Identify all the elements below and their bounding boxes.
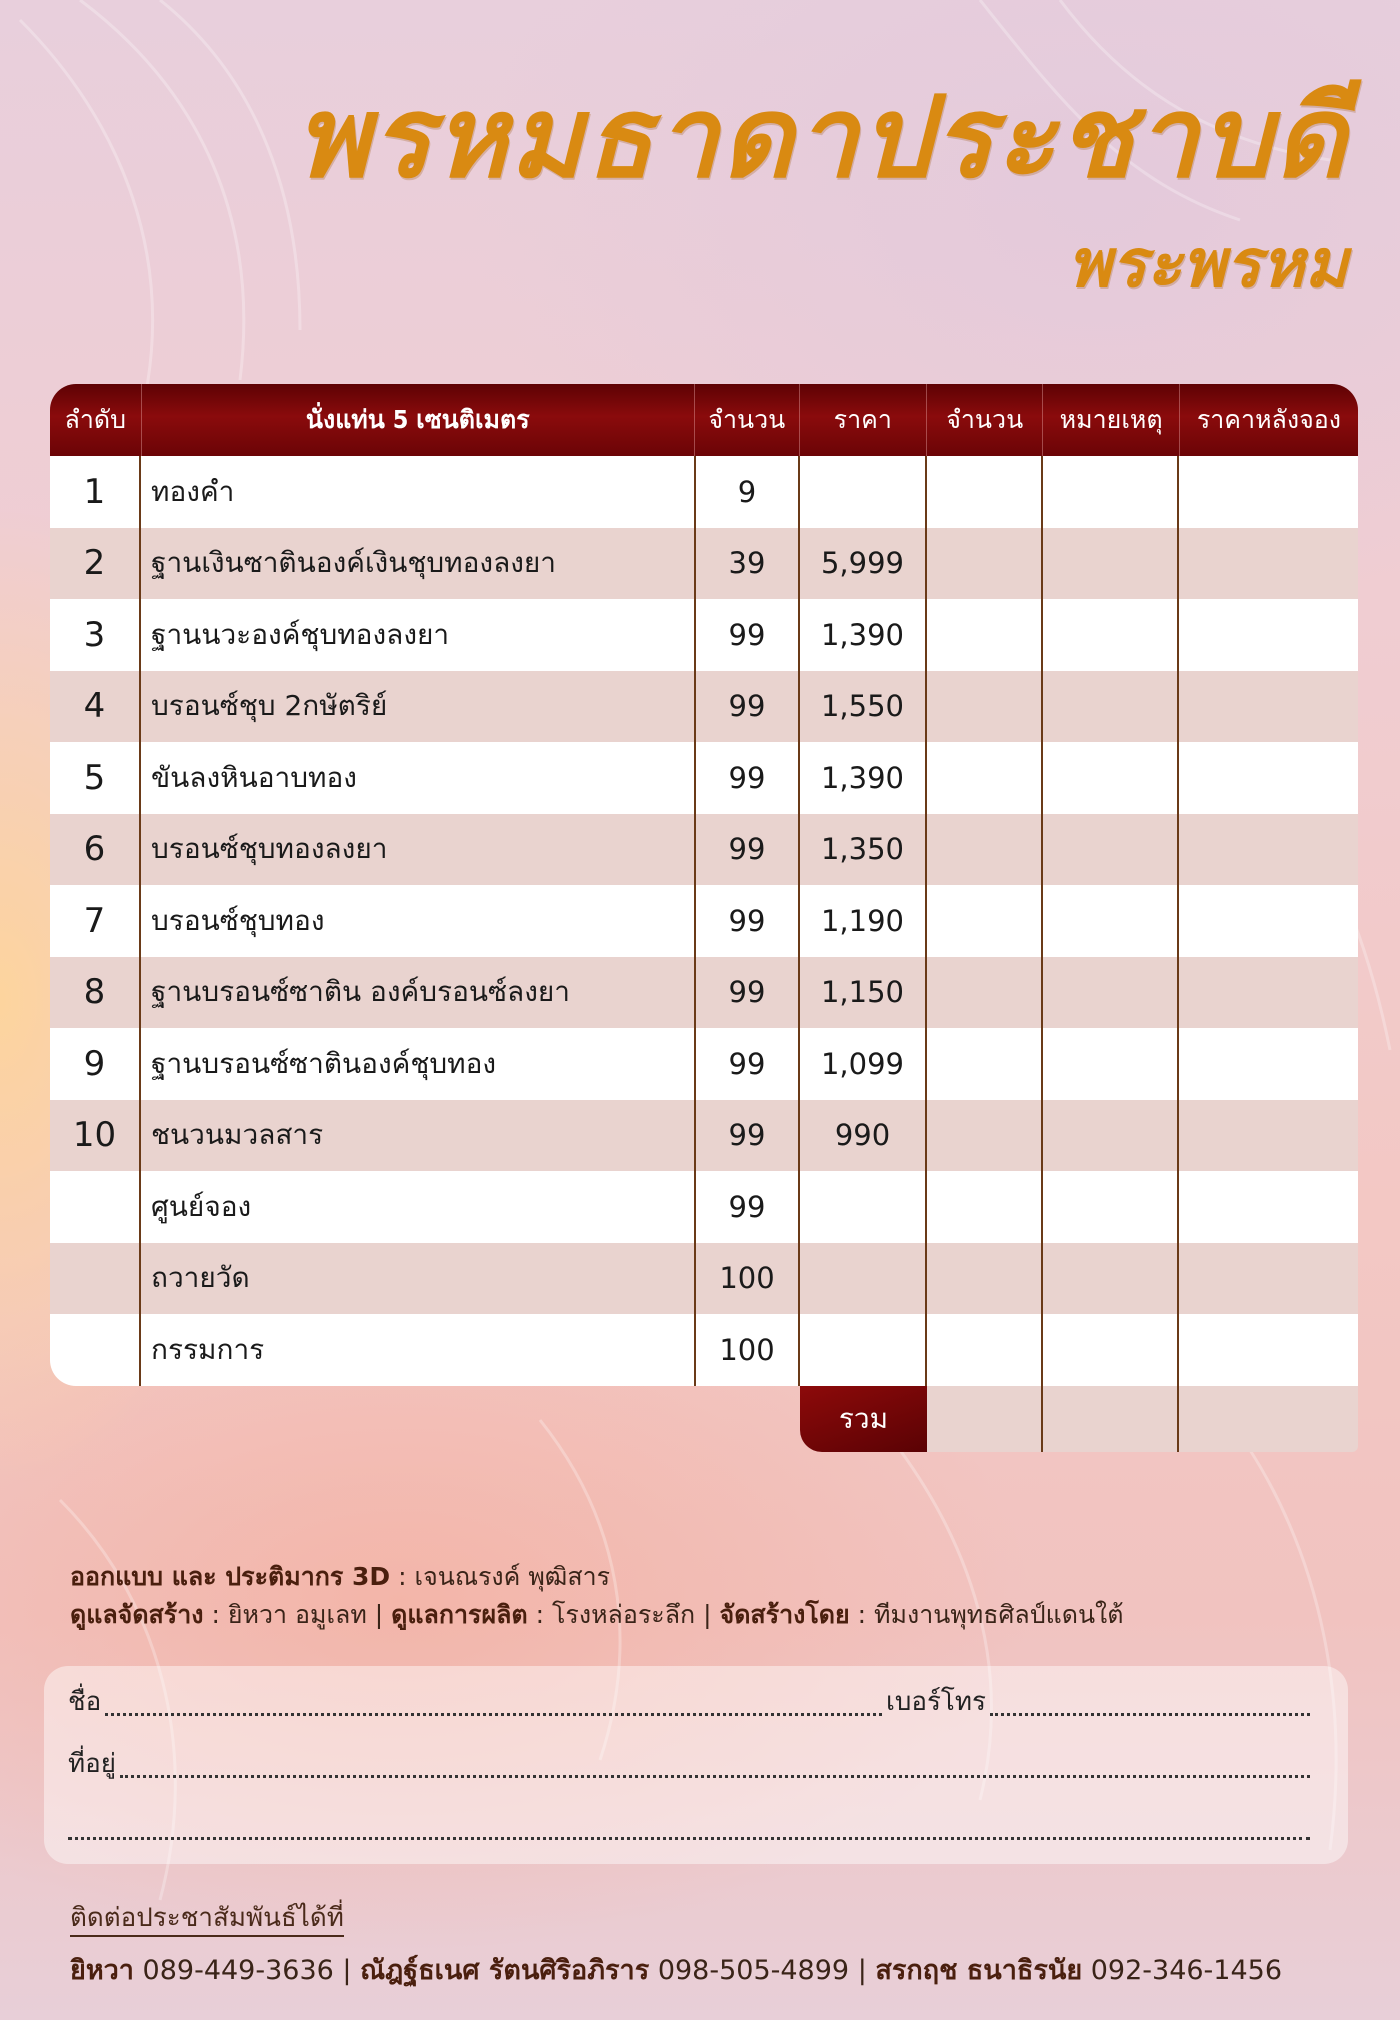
header-order-quantity: จำนวน [927,384,1043,456]
cell-remark[interactable] [1043,1314,1179,1386]
colon: : [211,1600,220,1629]
contact-phone: 092-346-1456 [1090,1955,1283,1986]
cell-remark[interactable] [1043,599,1179,671]
cell-remark[interactable] [1043,1243,1179,1315]
cell-price: 1,390 [800,742,927,814]
contact-phone: 098-505-4899 [657,1955,850,1986]
cell-order-quantity[interactable] [927,528,1043,600]
address-label: ที่อยู่ [68,1749,116,1779]
cell-quantity: 99 [696,742,800,814]
cell-order-quantity[interactable] [927,1314,1043,1386]
cell-order-quantity[interactable] [927,1243,1043,1315]
design-label: ออกแบบ และ ประติมากร 3D [70,1562,391,1591]
cell-price-after-booking[interactable] [1179,1100,1358,1172]
cell-remark[interactable] [1043,814,1179,886]
contact-list [70,1948,1282,1991]
cell-price-after-booking[interactable] [1179,599,1358,671]
cell-order: 7 [50,885,141,957]
cell-order-quantity[interactable] [927,1171,1043,1243]
credits-line-2 [70,1596,1123,1634]
table-row [50,1314,1358,1386]
cell-price: 1,099 [800,1028,927,1100]
cell-item: บรอนซ์ชุบ 2กษัตริย์ [141,671,696,743]
cell-quantity: 99 [696,599,800,671]
cell-price: 1,150 [800,957,927,1029]
total-quantity-cell[interactable] [927,1386,1043,1452]
contact-phone: 089-449-3636 [142,1955,334,1986]
order-form [44,1666,1348,1864]
name-phone-line [68,1688,1314,1722]
cell-price-after-booking[interactable] [1179,742,1358,814]
cell-price [800,1171,927,1243]
separator: | [374,1600,384,1629]
table-row [50,957,1358,1029]
cell-remark[interactable] [1043,1171,1179,1243]
cell-price: 1,190 [800,885,927,957]
organizer-value: ทีมงานพุทธศิลป์แดนใต้ [874,1600,1124,1629]
table-row [50,1171,1358,1243]
cell-item: ถวายวัด [141,1243,696,1315]
table-row [50,456,1358,528]
cell-price: 1,390 [800,599,927,671]
cell-price-after-booking[interactable] [1179,456,1358,528]
cell-item: ศูนย์จอง [141,1171,696,1243]
table-row [50,1028,1358,1100]
cell-price-after-booking[interactable] [1179,1243,1358,1315]
contact-name: ณัฎฐ์ธเนศ รัตนศิริอภิราร [360,1955,650,1986]
cell-quantity: 99 [696,1100,800,1172]
address-field-2[interactable] [68,1837,1310,1840]
address-line-2 [68,1812,1314,1846]
cell-remark[interactable] [1043,456,1179,528]
organizer-label: จัดสร้างโดย [719,1600,850,1629]
credits-line-1 [70,1558,1123,1596]
cell-order-quantity[interactable] [927,1028,1043,1100]
contact-heading: ติดต่อประชาสัมพันธ์ได้ที่ [70,1903,344,1937]
price-table [50,384,1358,1452]
contact-name: สรกฤช ธนาธิรนัย [875,1955,1083,1986]
cell-item: ฐานบรอนซ์ซาติน องค์บรอนซ์ลงยา [141,957,696,1029]
contact-name: ยิหวา [70,1955,134,1986]
cell-price-after-booking[interactable] [1179,528,1358,600]
cell-quantity: 99 [696,1028,800,1100]
cell-item: ฐานบรอนซ์ซาตินองค์ชุบทอง [141,1028,696,1100]
table-row [50,742,1358,814]
cell-quantity: 99 [696,1171,800,1243]
cell-order: 9 [50,1028,141,1100]
phone-label: เบอร์โทร [885,1687,986,1717]
cell-price: 5,999 [800,528,927,600]
production-label: ดูแลการผลิต [391,1600,528,1629]
build-label: ดูแลจัดสร้าง [70,1600,204,1629]
cell-price-after-booking[interactable] [1179,671,1358,743]
cell-price-after-booking[interactable] [1179,1171,1358,1243]
cell-quantity: 9 [696,456,800,528]
table-row [50,528,1358,600]
total-spacer [50,1386,800,1452]
cell-order-quantity[interactable] [927,742,1043,814]
cell-item: ฐานนวะองค์ชุบทองลงยา [141,599,696,671]
name-field[interactable] [105,1713,882,1716]
table-row [50,671,1358,743]
table-row [50,885,1358,957]
cell-quantity: 39 [696,528,800,600]
cell-order: 8 [50,957,141,1029]
page-title: พรหมธาดาประชาบดี [295,72,1348,203]
cell-item: บรอนซ์ชุบทองลงยา [141,814,696,886]
address-field[interactable] [120,1775,1310,1778]
cell-remark[interactable] [1043,885,1179,957]
cell-quantity: 99 [696,957,800,1029]
design-value: เจนณรงค์ พุฒิสาร [414,1562,611,1591]
cell-order-quantity[interactable] [927,814,1043,886]
cell-order: 10 [50,1100,141,1172]
cell-quantity: 99 [696,671,800,743]
cell-item: ทองคำ [141,456,696,528]
cell-remark[interactable] [1043,1100,1179,1172]
table-row [50,1100,1358,1172]
phone-field[interactable] [990,1713,1310,1716]
cell-remark[interactable] [1043,528,1179,600]
cell-order [50,1243,141,1315]
cell-order-quantity[interactable] [927,599,1043,671]
cell-price-after-booking[interactable] [1179,1028,1358,1100]
cell-order [50,1314,141,1386]
header-price: ราคา [800,384,927,456]
cell-order [50,1171,141,1243]
cell-order: 5 [50,742,141,814]
cell-order: 2 [50,528,141,600]
header-item: นั่งแท่น 5 เซนติเมตร [142,384,695,456]
cell-price [800,1243,927,1315]
cell-order-quantity[interactable] [927,671,1043,743]
total-label: รวม [800,1386,927,1452]
cell-order-quantity[interactable] [927,957,1043,1029]
table-row [50,599,1358,671]
cell-price [800,1314,927,1386]
cell-order-quantity[interactable] [927,885,1043,957]
cell-order-quantity[interactable] [927,456,1043,528]
cell-quantity: 99 [696,885,800,957]
header-quantity: จำนวน [695,384,800,456]
table-body [50,456,1358,1386]
cell-quantity: 99 [696,814,800,886]
total-remark-cell[interactable] [1043,1386,1179,1452]
header-order: ลำดับ [50,384,142,456]
cell-remark[interactable] [1043,957,1179,1029]
cell-quantity: 100 [696,1314,800,1386]
cell-item: บรอนซ์ชุบทอง [141,885,696,957]
credits [70,1558,1123,1634]
page-subtitle: พระพรหม [1067,224,1348,302]
name-label: ชื่อ [68,1687,102,1717]
cell-item: กรรมการ [141,1314,696,1386]
total-row [50,1386,1358,1452]
colon: : [857,1600,867,1629]
table-row [50,814,1358,886]
table-row [50,1243,1358,1315]
colon: : [535,1600,545,1629]
cell-order-quantity[interactable] [927,1100,1043,1172]
cell-order: 4 [50,671,141,743]
cell-order: 1 [50,456,141,528]
cell-remark[interactable] [1043,1028,1179,1100]
separator: | [703,1600,712,1629]
header-remark: หมายเหตุ [1043,384,1179,456]
cell-order: 6 [50,814,141,886]
cell-item: ขันลงหินอาบทอง [141,742,696,814]
colon: : [398,1562,407,1591]
production-value: โรงหล่อระลึก [552,1600,696,1629]
cell-item: ชนวนมวลสาร [141,1100,696,1172]
cell-price: 990 [800,1100,927,1172]
address-line [68,1750,1314,1784]
cell-price: 1,350 [800,814,927,886]
cell-price-after-booking[interactable] [1179,957,1358,1029]
header-price-after-booking: ราคาหลังจอง [1196,405,1341,434]
cell-price-after-booking[interactable] [1179,814,1358,886]
separator: | [342,1955,352,1986]
cell-order: 3 [50,599,141,671]
separator: | [857,1955,867,1986]
cell-price-after-booking[interactable] [1179,1314,1358,1386]
cell-remark[interactable] [1043,671,1179,743]
cell-price [800,456,927,528]
cell-quantity: 100 [696,1243,800,1315]
cell-price: 1,550 [800,671,927,743]
total-price-cell[interactable] [1179,1386,1358,1452]
cell-remark[interactable] [1043,742,1179,814]
cell-item: ฐานเงินซาตินองค์เงินชุบทองลงยา [141,528,696,600]
cell-price-after-booking[interactable] [1179,885,1358,957]
build-value: ยิหวา อมูเลท [227,1600,367,1629]
table-header [50,384,1358,456]
